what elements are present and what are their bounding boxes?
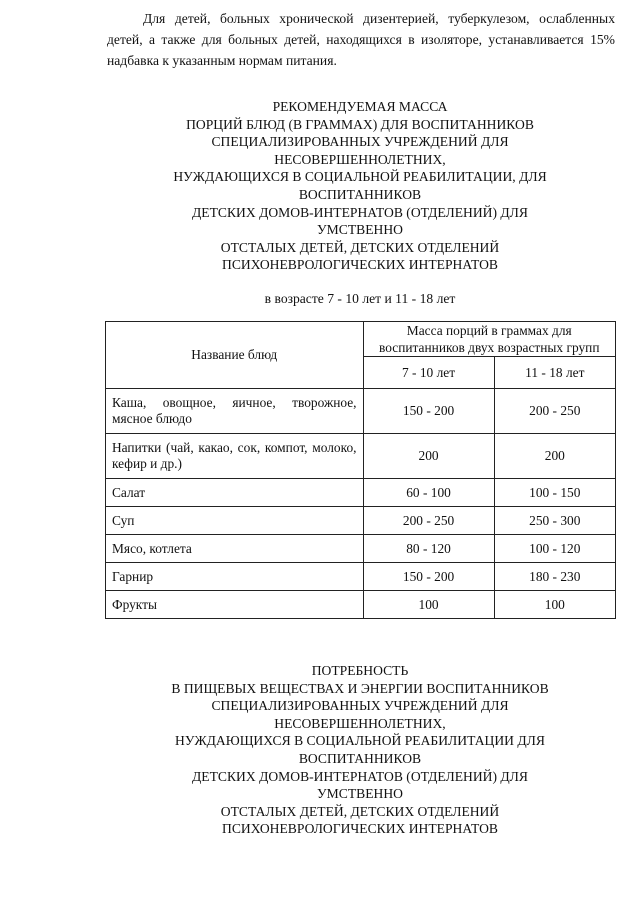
heading-line: РЕКОМЕНДУЕМАЯ МАССА: [272, 99, 448, 114]
dish-name-cell: Гарнир: [106, 563, 364, 591]
younger-mass-cell: 60 - 100: [363, 479, 494, 507]
heading-line: НЕСОВЕРШЕННОЛЕТНИХ,: [274, 151, 446, 167]
portion-mass-heading: [110, 98, 610, 274]
older-mass-cell: 200 - 250: [494, 389, 615, 434]
table-row: [106, 507, 616, 535]
dish-name-cell: Мясо, котлета: [106, 535, 364, 563]
intro-paragraph: Для детей, больных хронической дизентерией, туберкулезом, ослабленных детей, а также для больных детей, находящихся в изоляторе, устанавливается 15% надбавка к указанным нормам питания.: [107, 11, 615, 68]
dish-name-cell: Суп: [106, 507, 364, 535]
heading-line: ДЕТСКИХ ДОМОВ-ИНТЕРНАТОВ (ОТДЕЛЕНИЙ) ДЛЯ: [192, 768, 528, 784]
older-mass-cell: 200: [494, 434, 615, 479]
heading-line: ВОСПИТАННИКОВ: [298, 186, 422, 202]
heading-line: НУЖДАЮЩИХСЯ В СОЦИАЛЬНОЙ РЕАБИЛИТАЦИИ, ДЛЯ: [173, 169, 547, 185]
heading-line: В ПИЩЕВЫХ ВЕЩЕСТВАХ И ЭНЕРГИИ ВОСПИТАННИКОВ: [171, 680, 549, 696]
table-row: [106, 591, 616, 619]
heading-line: НУЖДАЮЩИХСЯ В СОЦИАЛЬНОЙ РЕАБИЛИТАЦИИ ДЛЯ: [175, 733, 545, 749]
heading-line: СПЕЦИАЛИЗИРОВАННЫХ УЧРЕЖДЕНИЙ ДЛЯ: [211, 698, 509, 714]
dish-name-cell: Напитки (чай, какао, сок, компот, молоко, кефир и др.): [106, 434, 364, 479]
table-row: [106, 563, 616, 591]
nutrient-needs-heading: [110, 662, 610, 838]
heading-line: УМСТВЕННО: [317, 786, 403, 802]
younger-mass-cell: 80 - 120: [363, 535, 494, 563]
heading-line: ПОТРЕБНОСТЬ: [311, 663, 409, 678]
heading-line: ПОРЦИЙ БЛЮД (В ГРАММАХ) ДЛЯ ВОСПИТАННИКОВ: [186, 116, 534, 132]
dish-name-cell: Каша, овощное, яичное, творожное, мясное блюдо: [106, 389, 364, 434]
older-mass-cell: 100: [494, 591, 615, 619]
older-mass-cell: 250 - 300: [494, 507, 615, 535]
age-group-older: 11 - 18 лет: [494, 357, 615, 389]
dish-name-cell: Фрукты: [106, 591, 364, 619]
heading-line: ПСИХОНЕВРОЛОГИЧЕСКИХ ИНТЕРНАТОВ: [222, 257, 498, 273]
younger-mass-cell: 200: [363, 434, 494, 479]
portion-mass-header: Масса порций в граммах для воспитанников двух возрастных групп: [363, 322, 615, 357]
dish-name-header: Название блюд: [106, 322, 364, 389]
older-mass-cell: 100 - 120: [494, 535, 615, 563]
older-mass-cell: 100 - 150: [494, 479, 615, 507]
dish-name-cell: Салат: [106, 479, 364, 507]
table-row: [106, 535, 616, 563]
portion-table: [105, 321, 616, 619]
younger-mass-cell: 200 - 250: [363, 507, 494, 535]
older-mass-cell: 180 - 230: [494, 563, 615, 591]
age-group-younger: 7 - 10 лет: [363, 357, 494, 389]
heading-line: СПЕЦИАЛИЗИРОВАННЫХ УЧРЕЖДЕНИЙ ДЛЯ: [211, 134, 509, 150]
age-subtitle: в возрасте 7 - 10 лет и 11 - 18 лет: [264, 291, 456, 306]
table-row: [106, 434, 616, 479]
heading-line: ОТСТАЛЫХ ДЕТЕЙ, ДЕТСКИХ ОТДЕЛЕНИЙ: [220, 803, 500, 819]
table-header-row: [106, 322, 616, 357]
heading-line: УМСТВЕННО: [317, 222, 403, 238]
table-row: [106, 479, 616, 507]
younger-mass-cell: 150 - 200: [363, 563, 494, 591]
younger-mass-cell: 150 - 200: [363, 389, 494, 434]
younger-mass-cell: 100: [363, 591, 494, 619]
heading-line: ОТСТАЛЫХ ДЕТЕЙ, ДЕТСКИХ ОТДЕЛЕНИЙ: [220, 239, 500, 255]
heading-line: ПСИХОНЕВРОЛОГИЧЕСКИХ ИНТЕРНАТОВ: [222, 821, 498, 837]
heading-line: ВОСПИТАННИКОВ: [298, 750, 422, 766]
heading-line: НЕСОВЕРШЕННОЛЕТНИХ,: [274, 715, 446, 731]
table-row: [106, 389, 616, 434]
heading-line: ДЕТСКИХ ДОМОВ-ИНТЕРНАТОВ (ОТДЕЛЕНИЙ) ДЛЯ: [192, 204, 528, 220]
